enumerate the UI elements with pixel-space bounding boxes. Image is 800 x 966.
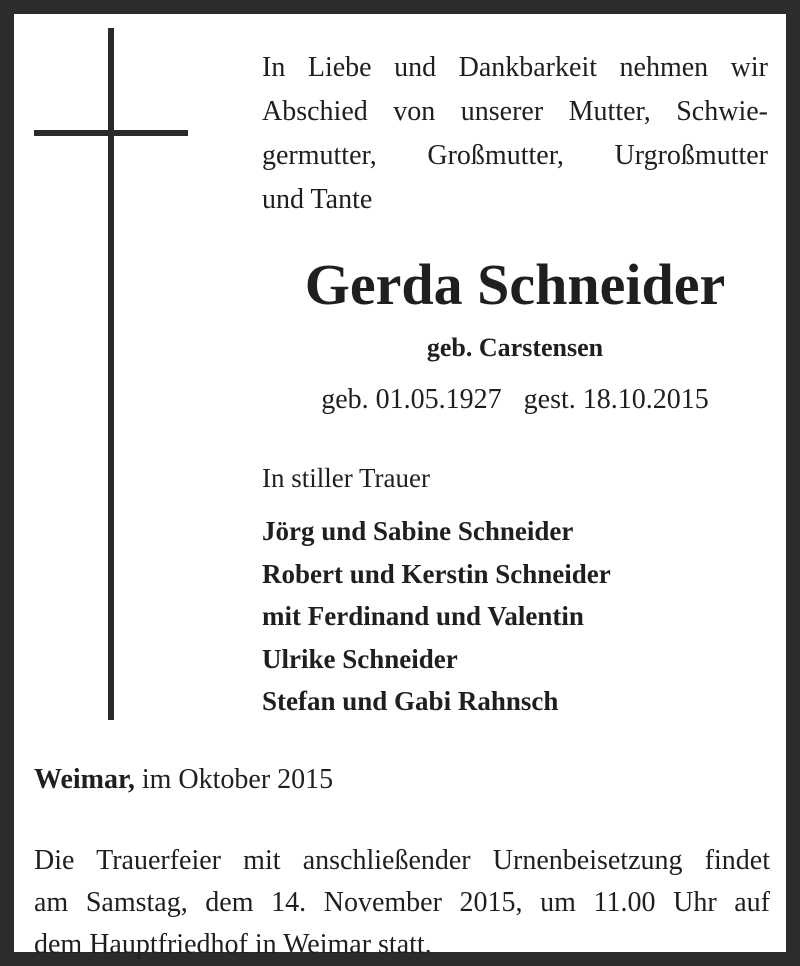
notice-date: im Oktober 2015 bbox=[141, 764, 334, 795]
mourner-line: Jörg und Sabine Schneider bbox=[262, 516, 574, 546]
mourner-line: Robert und Kerstin Schneider bbox=[262, 558, 611, 589]
maiden-name: geb. Carstensen bbox=[426, 333, 604, 362]
intro-line: In Liebe und Dankbarkeit nehmen wir bbox=[262, 52, 768, 83]
intro-line: germutter, Großmutter, Urgroßmutter bbox=[262, 140, 768, 171]
intro-text bbox=[262, 46, 768, 222]
intro-line: und Tante bbox=[262, 184, 373, 215]
life-dates bbox=[262, 380, 768, 420]
mourners-list bbox=[262, 510, 611, 723]
ceremony-line: am Samstag, dem 14. November 2015, um 11.00 Uhr auf bbox=[34, 887, 770, 918]
ceremony-text bbox=[34, 840, 770, 966]
mourner-line: Ulrike Schneider bbox=[262, 643, 458, 674]
place-date-line bbox=[34, 760, 333, 800]
intro-line: Abschied von unserer Mutter, Schwie- bbox=[262, 96, 768, 127]
mourning-heading: In stiller Trauer bbox=[262, 463, 430, 493]
ceremony-line: dem Hauptfriedhof in Weimar statt. bbox=[34, 929, 432, 960]
ceremony-line: Die Trauerfeier mit anschließender Urnenbeisetzung findet bbox=[34, 845, 770, 876]
death-date: gest. 18.10.2015 bbox=[523, 384, 709, 415]
mourner-line: Stefan und Gabi Rahnsch bbox=[262, 686, 559, 716]
birth-date: geb. 01.05.1927 bbox=[321, 384, 502, 415]
deceased-name: Gerda Schneider bbox=[304, 252, 726, 317]
cross-horizontal-bar bbox=[34, 130, 188, 136]
place-name: Weimar, bbox=[34, 764, 135, 795]
mourner-line: mit Ferdinand und Valentin bbox=[262, 601, 584, 631]
